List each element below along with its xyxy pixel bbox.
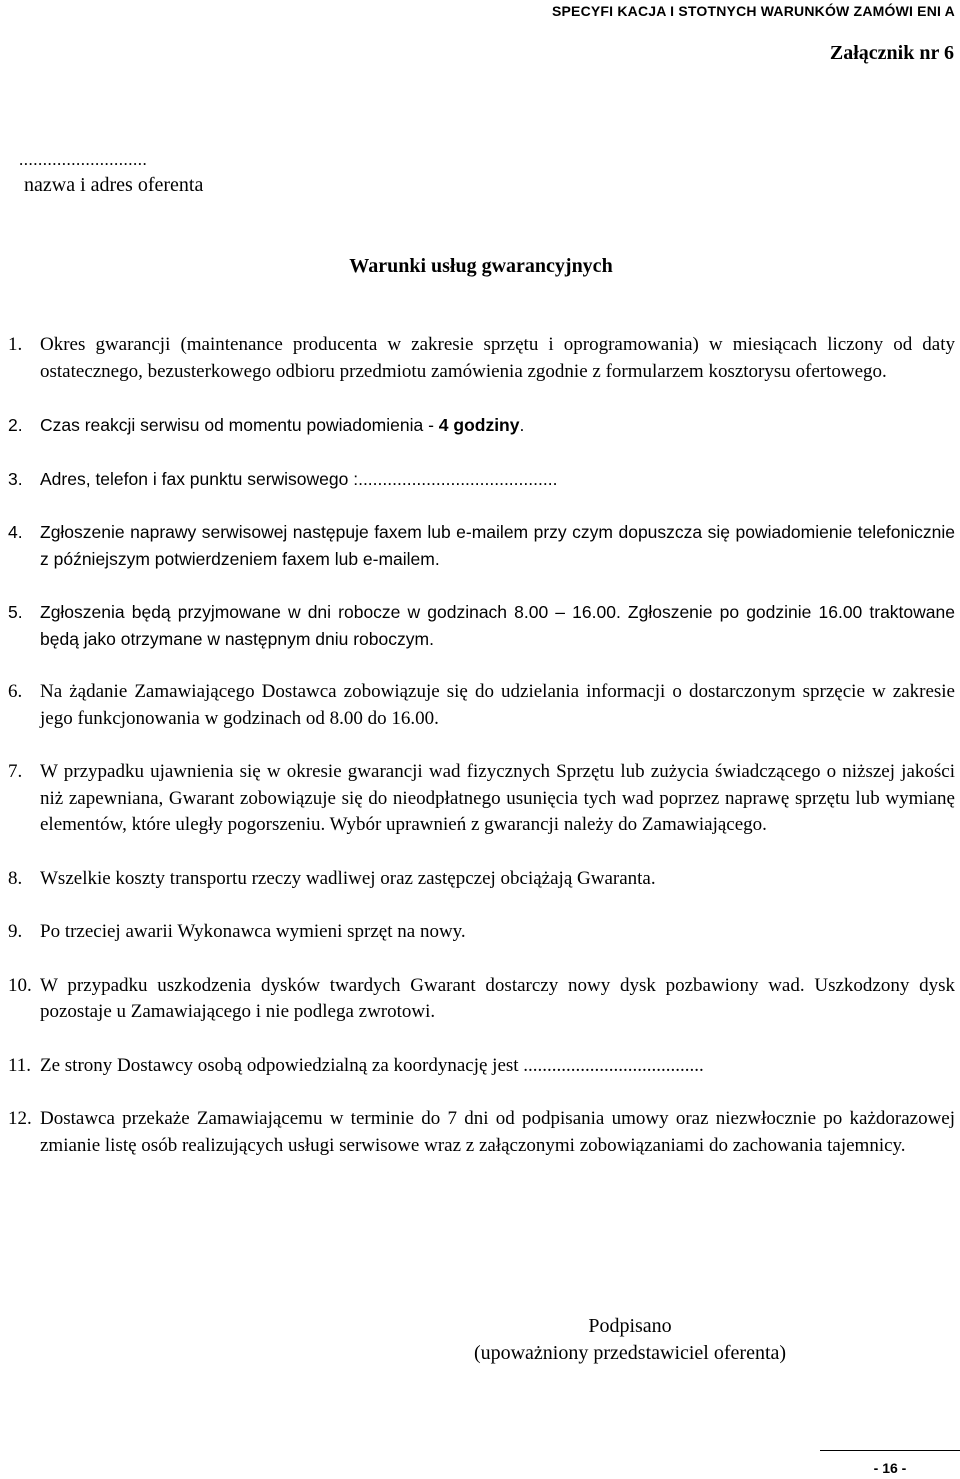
item-text-bold: 4 godziny [438, 415, 520, 435]
running-header: SPECYFI KACJA I STOTNYCH WARUNKÓW ZAMÓWI ENI A [551, 3, 955, 19]
list-item [8, 759, 955, 839]
item-text: Adres, telefon i fax punktu serwisowego :......................................... [40, 468, 558, 489]
item-number: 1. [8, 334, 23, 355]
list-item [8, 412, 955, 439]
item-number: 2. [8, 415, 23, 435]
item-text: Dostawca przekaże Zamawiającemu w terminie do 7 dni od podpisania umowy oraz niezwłocznie po każdorazowej zmianie listę osób realizujących usługi serwisowe wraz z załączonymi zobowiązaniami do zachowania tajemnicy. [40, 1108, 955, 1156]
item-text: Zgłoszenie naprawy serwisowej następuje faxem lub e-mailem przy czym dopuszcza się powiadomienie telefonicznie z późniejszym potwierdzeniem faxem lub e-mailem. [40, 522, 955, 569]
list-item [8, 466, 955, 493]
item-number: 5. [8, 602, 23, 622]
document-title: Warunki usług gwarancyjnych [349, 255, 613, 277]
list-item [8, 519, 955, 572]
attachment-label: Załącznik nr 6 [829, 42, 954, 64]
offeror-dots: ........................... [19, 150, 148, 169]
list-item [8, 332, 955, 385]
list-item [8, 973, 955, 1026]
item-text: W przypadku uszkodzenia dysków twardych Gwarant dostarczy nowy dysk pozbawiony wad. Uszkodzony dysk pozostaje u Zamawiającego i nie podlega zwrotowi. [40, 974, 955, 1022]
list-item [8, 1106, 955, 1159]
list-item [8, 1053, 955, 1080]
footer-divider [820, 1450, 960, 1451]
item-number: 11. [8, 1054, 32, 1076]
item-number: 10. [8, 974, 32, 996]
item-number: 8. [8, 867, 23, 889]
item-number: 12. [8, 1108, 32, 1129]
item-text: Okres gwarancji (maintenance producenta w zakresie sprzętu i oprogramowania) w miesiącach liczony od daty ostatecznego, bezusterkowego odbioru przedmiotu zamówienia zgodnie z formularzem kosztorysu ofertowego. [40, 334, 955, 382]
item-text: Na żądanie Zamawiającego Dostawca zobowiązuje się do udzielania informacji o dostarczonym sprzęcie w zakresie jego funkcjonowania w godzinach od 8.00 do 16.00. [40, 681, 955, 729]
item-text-start: Czas reakcji serwisu od momentu powiadomienia - [40, 415, 439, 435]
list-item [8, 919, 955, 946]
item-text: Zgłoszenia będą przyjmowane w dni robocze w godzinach 8.00 – 16.00. Zgłoszenie po godzinie 16.00 traktowane będą jako otrzymane w następnym dniu roboczym. [40, 602, 955, 649]
list-item [8, 599, 955, 652]
item-text: Ze strony Dostawcy osobą odpowiedzialną za koordynację jest ...................................... [40, 1054, 704, 1076]
item-text: Wszelkie koszty transportu rzeczy wadliwej oraz zastępczej obciążają Gwaranta. [40, 867, 656, 889]
conditions-list [8, 332, 955, 1186]
item-number: 9. [8, 921, 23, 942]
item-text: Po trzeciej awarii Wykonawca wymieni sprzęt na nowy. [40, 921, 466, 942]
item-number: 3. [8, 468, 23, 489]
list-item [8, 866, 955, 893]
signature-caption: (upoważniony przedstawiciel oferenta) [473, 1342, 787, 1364]
signature-line: Podpisano [588, 1315, 672, 1337]
offeror-label: nazwa i adres oferenta [24, 174, 204, 196]
item-number: 7. [8, 761, 23, 782]
item-text: W przypadku ujawnienia się w okresie gwarancji wad fizycznych Sprzętu lub zużycia świadczącego o niższej jakości niż zapewniana, Gwarant zobowiązuje się do nieodpłatnego usunięcia tych wad poprzez naprawę sprzętu lub wymianę elementów, które uległy pogorszeniu. Wybór uprawnień z gwarancji należy do Zamawiającego. [40, 761, 955, 835]
item-number: 4. [8, 522, 23, 542]
item-text [40, 412, 955, 439]
signature-block [420, 1313, 840, 1367]
list-item [8, 679, 955, 732]
page-number: - 16 - [873, 1460, 907, 1476]
item-text-end: . [519, 415, 525, 435]
item-number: 6. [8, 681, 23, 702]
